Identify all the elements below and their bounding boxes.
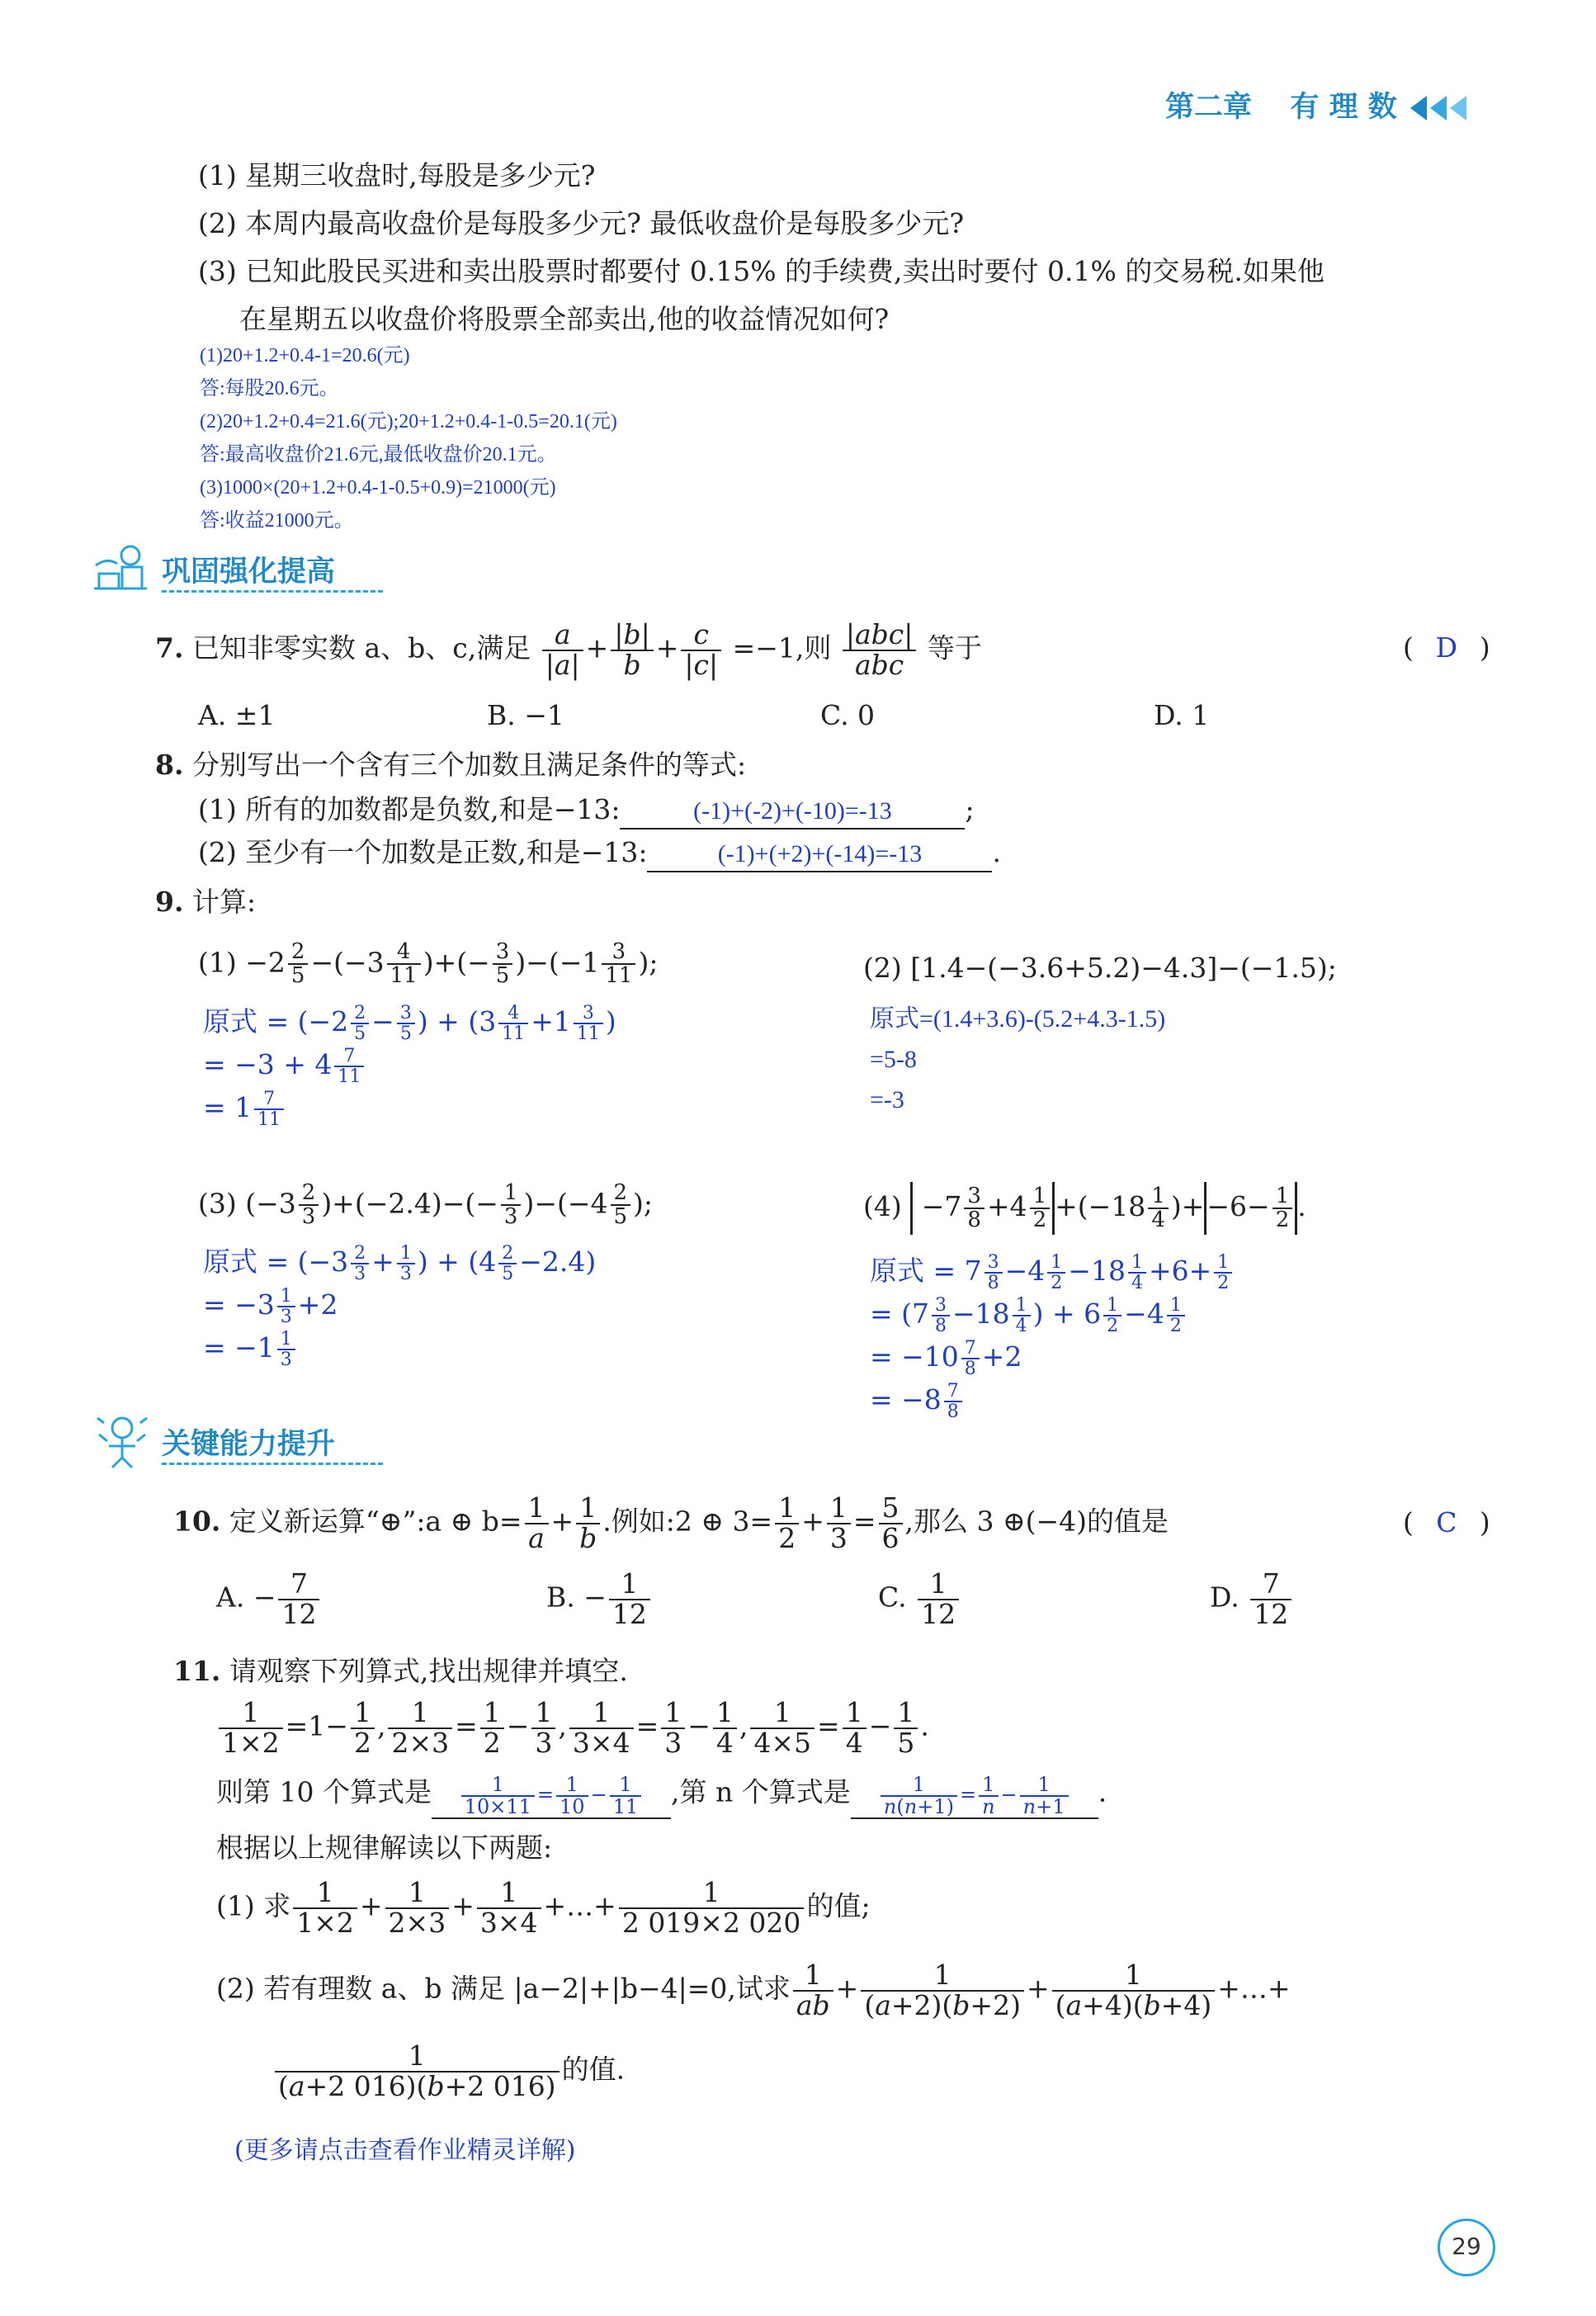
question-11-sub2-cont: $\frac{1}{(a+2 016)(b+2 016)}$ 的值. [272, 2042, 625, 2101]
question-10-text-c: ,那么 3 ⊕(−4)的值是 [904, 1505, 1169, 1538]
question-10-text-b: .例如:2 ⊕ 3= [602, 1505, 773, 1538]
question-10-text-a: 定义新运算“⊕”:a ⊕ b= [229, 1505, 522, 1538]
prev-item-4: 在星期五以收盘价将股票全部卖出,他的收益情况如何? [239, 303, 890, 335]
question-10: 10. 定义新运算“⊕”:a ⊕ b= $\frac{1}{a}$ + $\frac{1}{b}$ .例如:2 ⊕ 3= $\frac{1}{2}$ + $\frac{1}{3}$ = $\frac{5}{6}$ ,那么 3 ⊕(−4)的值是 [173, 1491, 1169, 1554]
section-icon-key-ability [92, 1410, 152, 1474]
answer-bracket-10: ( C ) [1403, 1505, 1490, 1541]
question-11-line2: 则第 10 个算式是 $\frac{1}{10\times 11}$ = $\frac{1}{10}$ − $\frac{1}{11}$ ,第 n 个算式是 $\frac{1}{n(n+1)}$ = $\frac{1}{n}$ − $\frac{1}{n+1}$ . [216, 1773, 1107, 1819]
solution-9-2-line1: 原式=(1.4+3.6)-(5.2+4.3-1.5) [870, 1005, 1166, 1033]
option-c: C. $\frac{1}{12}$ [878, 1570, 961, 1628]
fraction-c-over-abs-c: $\frac{c}{|c|}$ [681, 621, 721, 679]
chapter-label: 第二章 [1165, 91, 1253, 124]
fraction-abs-b-over-b: $\frac{|b|}{b}$ [611, 621, 653, 679]
solution-9-2-line2: =5-8 [870, 1046, 917, 1073]
triangle-arrow-icon [1450, 96, 1466, 121]
more-details-link[interactable]: (更多请点击查看作业精灵详解) [234, 2136, 576, 2165]
section-icon-reinforce [89, 541, 152, 598]
section-title-reinforce: 巩固强化提高 [162, 549, 383, 593]
question-8-sub2: (2) 至少有一个加数是正数,和是−13: (-1)+(+2)+(-14)=-13 . [198, 835, 1001, 872]
question-number: 8. [155, 749, 184, 781]
option-d: D. $\frac{7}{12}$ [1210, 1570, 1294, 1628]
option-c: C. 0 [820, 699, 876, 731]
problem-9-3: (3) (−3 $\frac{2}{3}$ )+(−2.4)−(− $\frac{1}{3}$ )−(−4 $\frac{2}{5}$ ); [198, 1180, 654, 1230]
option-a: A. − $\frac{7}{12}$ [216, 1570, 322, 1628]
question-number: 11. [173, 1655, 221, 1687]
triangle-arrow-icon [1410, 96, 1427, 121]
question-7-text-a: 已知非零实数 a、b、c,满足 [191, 631, 531, 664]
prev-item-1: (1) 星期三收盘时,每股是多少元? [198, 159, 596, 191]
solution-9-1: 原式 = (−2 $\frac{2}{5}$ − $\frac{3}{5}$ ) + (3 $\frac{4}{11}$ +1 $\frac{3}{11}$ ) = −3 + 4 $\frac{7}{11}$ = 1 $\frac{7}{11}$ [203, 1002, 616, 1131]
question-8 [155, 748, 746, 783]
answer-7: D [1435, 631, 1458, 664]
prev-answer-1: (1)20+1.2+0.4-1=20.6(元) [200, 345, 410, 366]
page-number: 29 [1438, 2219, 1495, 2276]
question-number: 10. [173, 1505, 221, 1538]
question-7-text-c: 等于 [927, 631, 982, 664]
prev-answer-6: 答:收益21000元。 [200, 510, 354, 532]
question-8-text: 分别写出一个含有三个加数且满足条件的等式: [191, 749, 747, 781]
prev-answer-3: (2)20+1.2+0.4=21.6(元);20+1.2+0.4-1-0.5=20.1(元) [200, 411, 617, 432]
solution-9-4: 原式 = 7 $\frac{3}{8}$ −4 $\frac{1}{2}$ −18 $\frac{1}{4}$ +6+ $\frac{1}{2}$ = (7 $\frac{3}{8}$ −18 $\frac{1}{4}$ ) + 6 $\frac{1}{2}$ −4 $\frac{1}{2}$ = −10 $\frac{7}{8}$ +2 = −8 $\frac{7}{8}$ [870, 1250, 1235, 1421]
question-9-text: 计算: [191, 886, 257, 918]
answer-11-nth: $\frac{1}{n(n+1)}$ = $\frac{1}{n}$ − $\frac{1}{n+1}$ [851, 1775, 1098, 1819]
prev-answer-2: 答:每股20.6元。 [200, 378, 339, 399]
section-title-key-ability: 关键能力提升 [162, 1421, 383, 1465]
chapter-title: 有 理 数 [1290, 91, 1397, 124]
question-number: 7. [155, 631, 184, 664]
question-7: 7. 已知非零实数 a、b、c,满足 $\frac{a}{|a|}$ + $\frac{|b|}{b}$ + $\frac{c}{|c|}$ =−1,则 |abc| abc 等于 [155, 618, 982, 681]
answer-8-1: (-1)+(-2)+(-10)=-13 [693, 797, 892, 825]
pattern-line: $\frac{1}{1\times 2}$ =1− $\frac{1}{2}$ , $\frac{1}{2\times 3}$ = $\frac{1}{2}$ − $\frac{1}{3}$ , $\frac{1}{3\times 4}$ = $\frac{1}{3}$ − $\frac{1}{4}$ , $\frac{1}{4\times 5}$ = $\frac{1}{4}$ − $\frac{1}{5}$ . [216, 1699, 929, 1757]
question-8-sub1: (1) 所有的加数都是负数,和是−13: (-1)+(-2)+(-10)=-13 ; [198, 792, 975, 830]
option-a: A. ±1 [198, 699, 276, 731]
question-11 [173, 1654, 628, 1690]
problem-9-1: (1) −2 $\frac{2}{5}$ −(−3 $\frac{4}{11}$ )+(− $\frac{3}{5}$ )−(−1 $\frac{3}{11}$ ); [198, 939, 659, 989]
prev-answer-5: (3)1000×(20+1.2+0.4-1-0.5+0.9)=21000(元) [200, 477, 556, 499]
answer-11-10th: $\frac{1}{10\times 11}$ = $\frac{1}{10}$ − $\frac{1}{11}$ [432, 1775, 671, 1819]
chapter-header [1165, 84, 1466, 125]
solution-9-2-line3: =-3 [870, 1086, 904, 1113]
question-number: 9. [155, 886, 184, 918]
question-11-line3: 根据以上规律解读以下两题: [216, 1832, 553, 1864]
fraction-abs-abc-over-abc: |abc| abc [843, 621, 917, 679]
question-11-sub2: (2) 若有理数 a、b 满足 |a−2|+|b−4|=0,试求 $\frac{1}{ab}$ + $\frac{1}{(a+2)(b+2)}$ + $\frac{1}{(a+4)(b+4)}$ +…+ [216, 1959, 1291, 2021]
answer-bracket-7: ( D ) [1403, 631, 1490, 666]
question-11-sub1: (1) 求 $\frac{1}{1\times 2}$ + $\frac{1}{2\times 3}$ + $\frac{1}{3\times 4}$ +…+ $\frac{1}{2 019\times 2 020}$ 的值; [216, 1876, 871, 1939]
answer-8-2: (-1)+(+2)+(-14)=-13 [717, 840, 923, 867]
option-b: B. −1 [487, 699, 564, 731]
prev-item-2: (2) 本周内最高收盘价是每股多少元? 最低收盘价是每股多少元? [198, 207, 965, 239]
prev-item-3: (3) 已知此股民买进和卖出股票时都要付 0.15% 的手续费,卖出时要付 0.1% 的交易税.如果他 [198, 255, 1324, 287]
triangle-arrow-icon [1430, 96, 1447, 121]
answer-10: C [1436, 1506, 1457, 1538]
question-11-text: 请观察下列算式,找出规律并填空. [229, 1655, 628, 1687]
option-b: B. − $\frac{1}{12}$ [546, 1570, 653, 1628]
prev-answer-4: 答:最高收盘价21.6元,最低收盘价20.1元。 [200, 444, 557, 466]
question-9 [155, 885, 256, 920]
solution-9-3: 原式 = (−3 $\frac{2}{3}$ + $\frac{1}{3}$ ) + (4 $\frac{2}{5}$ −2.4) = −3 $\frac{1}{3}$ +2 = −1 $\frac{1}{3}$ [203, 1242, 597, 1371]
fraction-a-over-abs-a: $\frac{a}{|a|}$ [542, 621, 583, 679]
option-d: D. 1 [1154, 699, 1210, 731]
sub1-text: (1) 所有的加数都是负数,和是−13: [198, 793, 621, 825]
sub2-text: (2) 至少有一个加数是正数,和是−13: [198, 836, 648, 868]
problem-9-2: (2) [1.4−(−3.6+5.2)−4.3]−(−1.5); [863, 952, 1337, 984]
question-7-text-b: =−1,则 [732, 631, 832, 664]
problem-9-4: (4) −7 $\frac{3}{8}$ +4 $\frac{1}{2}$ +(−18 $\frac{1}{4}$ )+−6− $\frac{1}{2}$ . [863, 1182, 1306, 1235]
